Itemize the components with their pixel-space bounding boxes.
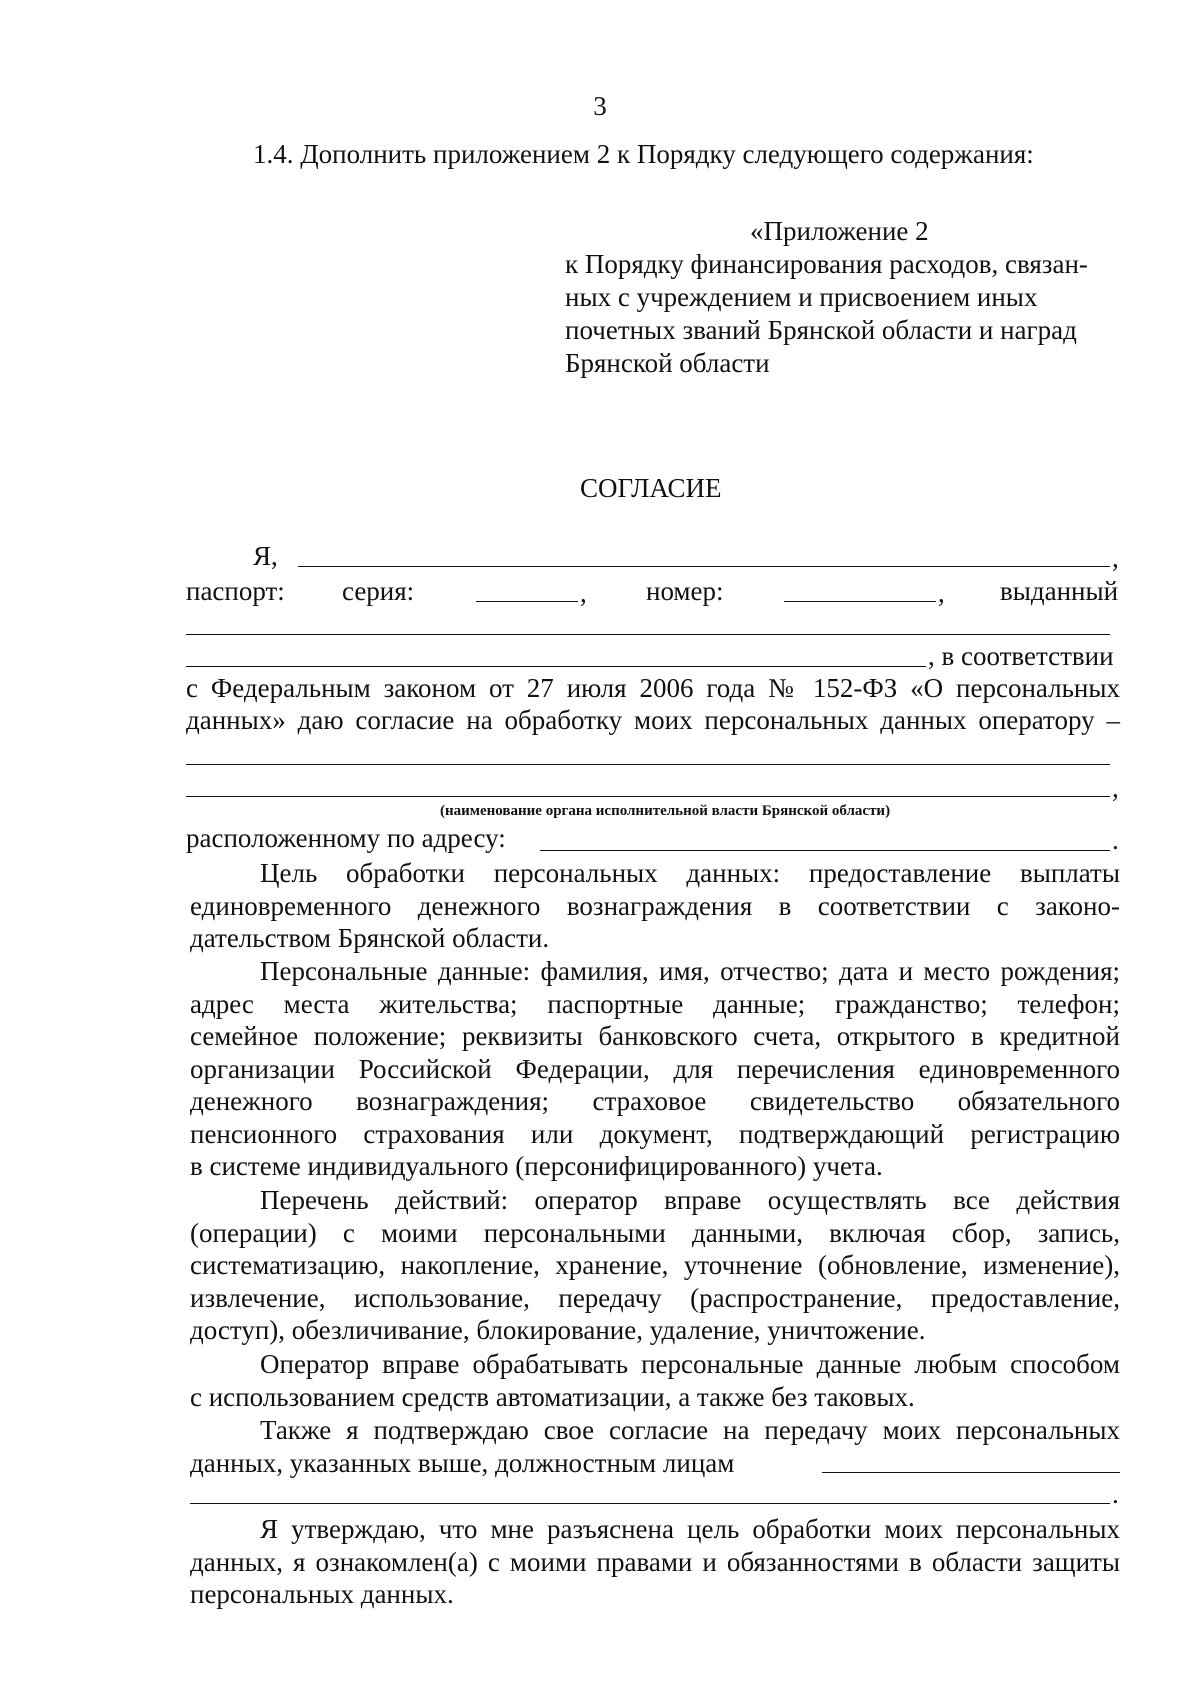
comma: , xyxy=(1112,773,1119,803)
appendix-line: «Приложение 2 xyxy=(750,216,929,246)
paragraph-line: дательством Брянской области. xyxy=(190,923,550,953)
appendix-line: Брянской области xyxy=(565,348,770,378)
operator-caption: (наименование органа исполнительной власти Брянской области) xyxy=(440,803,891,819)
officials-blank[interactable] xyxy=(190,1503,1110,1504)
appendix-line: к Порядку финансирования расходов, связан- xyxy=(565,249,1088,279)
paragraph-line: адрес места жительства; паспортные данные; гражданство; телефон; xyxy=(190,988,1120,1019)
operator-blank[interactable] xyxy=(186,764,1110,765)
document-title: СОГЛАСИЕ xyxy=(580,473,722,503)
issued-by-blank[interactable] xyxy=(186,666,926,667)
paragraph-line: Перечень действий: оператор вправе осуществлять все действия xyxy=(260,1185,1120,1215)
ya-label: Я, xyxy=(253,541,278,571)
address-label: расположенному по адресу: xyxy=(186,823,506,853)
page-number: 3 xyxy=(593,91,607,121)
paragraph-line: денежного вознаграждения; страховое свидетельство обязательного xyxy=(190,1086,1120,1116)
paragraph-line: организации Российской Федерации, для перечисления единовременного xyxy=(190,1053,1120,1084)
paragraph-line: (операции) с моими персональными данными, включая сбор, запись, xyxy=(190,1217,1120,1248)
paragraph-line: Цель обработки персональных данных: предоставление выплаты xyxy=(260,858,1120,888)
series-blank[interactable] xyxy=(476,601,578,602)
actions-paragraph xyxy=(190,1184,1120,1347)
period: . xyxy=(1112,825,1119,855)
method-paragraph xyxy=(190,1348,1120,1413)
paragraph-line: Я утверждаю, что мне разъяснена цель обработки моих персональных xyxy=(260,1514,1120,1544)
paragraph-line: Персональные данные: фамилия, имя, отчество; дата и место рождения; xyxy=(260,956,1120,986)
period: . xyxy=(1112,1479,1119,1509)
paragraph-line: семейное положение; реквизиты банковского счета, открытого в кредитной xyxy=(190,1021,1120,1051)
fullname-blank[interactable] xyxy=(298,566,1110,567)
comma: , xyxy=(1112,543,1119,573)
paragraph-line: данных, я ознакомлен(а) с моими правами и обязанностями в области защиты xyxy=(190,1546,1120,1577)
number-label: номер: xyxy=(646,576,724,606)
paragraph-line: данных, указанных выше, должностным лицам xyxy=(190,1447,735,1478)
paragraph-line: доступ), обезличивание, блокирование, удаление, уничтожение. xyxy=(190,1315,926,1345)
series-label: серия: xyxy=(342,576,415,606)
appendix-line: почетных званий Брянской области и наград xyxy=(565,315,1077,345)
in-accordance-text: , в соответствии xyxy=(928,641,1114,671)
appendix-line: ных с учреждением и присвоением иных xyxy=(565,282,1038,312)
issued-label: выданный xyxy=(1000,576,1119,606)
paragraph-line: пенсионного страхования или документ, подтверждающий регистрацию xyxy=(190,1118,1120,1149)
number-blank[interactable] xyxy=(784,601,936,602)
paragraph-line: систематизацию, накопление, хранение, уточнение (обновление, изменение), xyxy=(190,1250,1120,1280)
transfer-paragraph xyxy=(190,1414,1120,1479)
paragraph-line: извлечение, использование, передачу (распространение, предоставление, xyxy=(190,1282,1120,1313)
operator-blank[interactable] xyxy=(186,796,1110,797)
officials-blank[interactable] xyxy=(822,1472,1120,1473)
paragraph-line: с использованием средств автоматизации, а также без таковых. xyxy=(190,1381,915,1412)
paragraph-line: в системе индивидуального (персонифицированного) учета. xyxy=(190,1151,883,1181)
paragraph-line: Оператор вправе обрабатывать персональные данные любым способом xyxy=(260,1349,1120,1379)
confirm-paragraph xyxy=(190,1513,1120,1611)
paragraph-line: Также я подтверждаю свое согласие на передачу моих персональных xyxy=(260,1415,1120,1445)
issued-by-blank[interactable] xyxy=(186,634,1110,635)
clause-1-4: 1.4. Дополнить приложением 2 к Порядку следующего содержания: xyxy=(253,139,1034,169)
paragraph-line: единовременного денежного вознаграждения в соответствии с законо- xyxy=(190,890,1120,921)
address-blank[interactable] xyxy=(540,850,1110,851)
purpose-paragraph xyxy=(190,857,1120,955)
comma: , xyxy=(938,578,945,608)
paragraph-line: персональных данных. xyxy=(190,1579,454,1609)
personal-data-paragraph xyxy=(190,955,1120,1183)
comma: , xyxy=(580,578,587,608)
passport-label: паспорт: xyxy=(186,576,285,606)
law-text-line: данных» даю согласие на обработку моих персональных данных оператору – xyxy=(186,705,1120,735)
law-text-line: с Федеральным законом от 27 июля 2006 года № 152-ФЗ «О персональных xyxy=(186,673,1120,703)
